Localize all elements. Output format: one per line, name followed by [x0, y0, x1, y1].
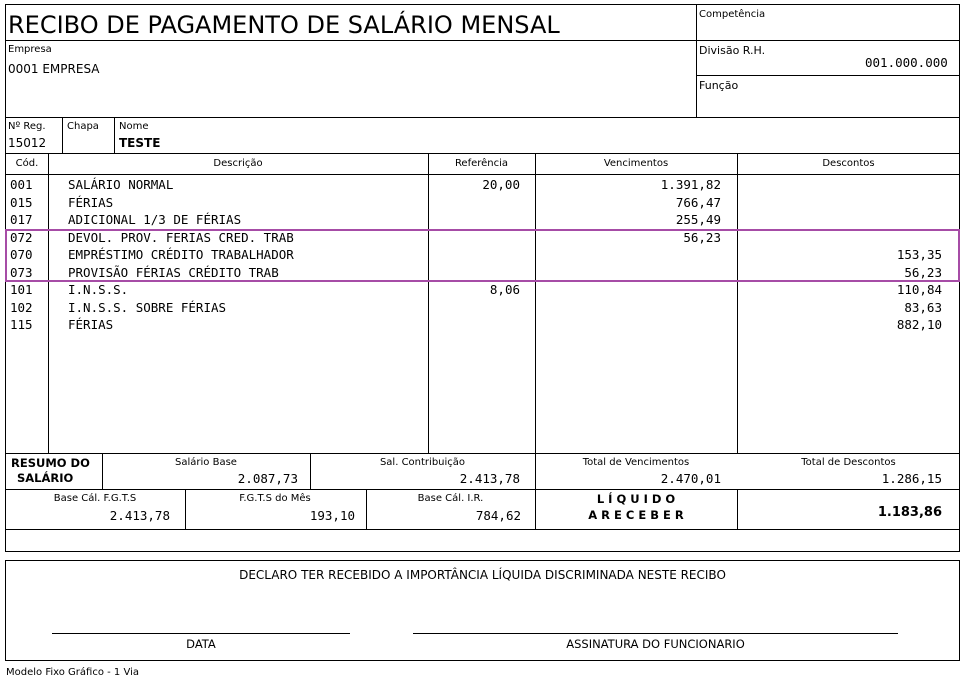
- row-referencia: [428, 264, 520, 282]
- nome-label: Nome: [119, 121, 149, 132]
- row-referencia: 8,06: [489, 282, 520, 297]
- row-descricao: EMPRÉSTIMO CRÉDITO TRABALHADOR: [68, 247, 294, 262]
- divider: [5, 153, 960, 154]
- base-fgts-label: Base Cál. F.G.T.S: [53, 493, 137, 504]
- col-header-vencimentos: Vencimentos: [603, 158, 669, 169]
- row-desconto: 83,63: [904, 299, 942, 315]
- row-referencia: [428, 299, 520, 317]
- row-descricao: DEVOL. PROV. FERIAS CRED. TRAB: [68, 229, 294, 245]
- row-descricao: FÉRIAS: [68, 194, 114, 210]
- divider: [696, 75, 960, 76]
- fgts-mes-value: 193,10: [309, 508, 355, 523]
- row-referencia: [428, 316, 520, 334]
- liquido-label-1: L Í Q U I D O: [596, 492, 676, 506]
- fgts-mes-label: F.G.T.S do Mês: [239, 493, 311, 504]
- row-cod: 115: [10, 317, 33, 332]
- divider: [5, 453, 960, 454]
- col-header-referencia: Referência: [454, 158, 509, 169]
- col-header-descricao: Descrição: [213, 158, 263, 169]
- model-footer: Modelo Fixo Gráfico - 1 Via: [6, 667, 139, 678]
- declaration-text: DECLARO TER RECEBIDO A IMPORTÂNCIA LÍQUIDA DISCRIMINADA NESTE RECIBO: [239, 568, 726, 582]
- reg-value: 15012: [8, 136, 47, 150]
- row-descricao: PROVISÃO FÉRIAS CRÉDITO TRAB: [68, 264, 279, 280]
- col-descontos: [737, 176, 942, 334]
- employee-signature-line: [413, 633, 898, 634]
- header-divider: [696, 4, 697, 118]
- row-descricao: I.N.S.S.: [68, 282, 129, 297]
- row-referencia: 20,00: [482, 177, 520, 192]
- chapa-label: Chapa: [67, 121, 99, 132]
- row-referencia: [428, 229, 520, 247]
- row-desconto: [737, 194, 942, 212]
- row-vencimento: [535, 316, 721, 334]
- salario-base-value: 2.087,73: [237, 471, 298, 486]
- funcao-label: Função: [699, 79, 739, 92]
- row-cod: 073: [10, 264, 33, 280]
- resumo-label-1: RESUMO DO: [11, 456, 90, 470]
- row-cod: 072: [10, 229, 33, 245]
- row-desconto: 882,10: [896, 317, 942, 332]
- col-vencimentos: [535, 176, 721, 334]
- divider: [5, 174, 960, 175]
- row-vencimento: [535, 281, 721, 299]
- row-desconto: 110,84: [896, 282, 942, 297]
- divider: [114, 117, 115, 153]
- base-fgts-value: 2.413,78: [109, 508, 170, 523]
- divisao-label: Divisão R.H.: [699, 44, 766, 57]
- salario-base-label: Salário Base: [175, 457, 237, 468]
- row-desconto: [737, 211, 942, 229]
- divider: [5, 40, 696, 41]
- data-label: DATA: [186, 637, 216, 651]
- total-descontos-label: Total de Descontos: [801, 457, 896, 468]
- liquido-label-2: A R E C E B E R: [588, 508, 684, 522]
- empresa-label: Empresa: [8, 44, 52, 55]
- base-ir-value: 784,62: [475, 508, 521, 523]
- row-referencia: [428, 194, 520, 212]
- row-vencimento: [535, 264, 721, 282]
- empresa-value: 0001 EMPRESA: [8, 62, 100, 76]
- row-vencimento: [535, 246, 721, 264]
- nome-value: TESTE: [119, 136, 161, 150]
- total-descontos-value: 1.286,15: [881, 471, 942, 486]
- col-descricao: [68, 176, 294, 334]
- row-vencimento: 255,49: [675, 212, 721, 227]
- liquido-value: 1.183,86: [877, 505, 942, 520]
- assinatura-label: ASSINATURA DO FUNCIONARIO: [566, 637, 745, 651]
- reg-label: Nº Reg.: [8, 121, 46, 132]
- row-cod: 017: [10, 212, 33, 227]
- row-cod: 101: [10, 282, 33, 297]
- divisao-value: 001.000.000: [865, 55, 948, 70]
- sal-contribuicao-value: 2.413,78: [459, 471, 520, 486]
- row-vencimento: 766,47: [675, 194, 721, 210]
- row-desconto: [737, 176, 942, 194]
- row-descricao: SALÁRIO NORMAL: [68, 177, 174, 192]
- date-signature-line: [52, 633, 350, 634]
- row-desconto: 56,23: [904, 264, 942, 280]
- col-referencia: [428, 176, 520, 334]
- receipt-title: RECIBO DE PAGAMENTO DE SALÁRIO MENSAL: [8, 11, 560, 39]
- row-descricao: FÉRIAS: [68, 317, 114, 332]
- divider: [62, 117, 63, 153]
- divider: [5, 529, 960, 530]
- row-referencia: [428, 211, 520, 229]
- row-referencia: [428, 246, 520, 264]
- row-desconto: 153,35: [896, 247, 942, 262]
- divider: [5, 489, 960, 490]
- resumo-label-2: SALÁRIO: [17, 471, 74, 485]
- row-cod: 015: [10, 194, 33, 210]
- row-vencimento: 56,23: [683, 229, 721, 245]
- row-descricao: I.N.S.S. SOBRE FÉRIAS: [68, 299, 227, 315]
- row-cod: 070: [10, 247, 33, 262]
- col-header-descontos: Descontos: [822, 158, 875, 169]
- total-vencimentos-value: 2.470,01: [660, 471, 721, 486]
- row-vencimento: [535, 299, 721, 317]
- total-vencimentos-label: Total de Vencimentos: [582, 457, 690, 468]
- divider: [5, 117, 960, 118]
- col-cod: [10, 176, 33, 334]
- row-cod: 001: [10, 177, 33, 192]
- sal-contribuicao-label: Sal. Contribuição: [379, 457, 466, 468]
- row-descricao: ADICIONAL 1/3 DE FÉRIAS: [68, 212, 242, 227]
- divider: [48, 153, 49, 453]
- col-header-cod: Cód.: [15, 158, 39, 169]
- competencia-label: Competência: [699, 9, 766, 20]
- divider: [696, 40, 960, 41]
- row-desconto: [737, 229, 942, 247]
- base-ir-label: Base Cál. I.R.: [417, 493, 484, 504]
- row-cod: 102: [10, 299, 33, 315]
- row-vencimento: 1.391,82: [660, 177, 721, 192]
